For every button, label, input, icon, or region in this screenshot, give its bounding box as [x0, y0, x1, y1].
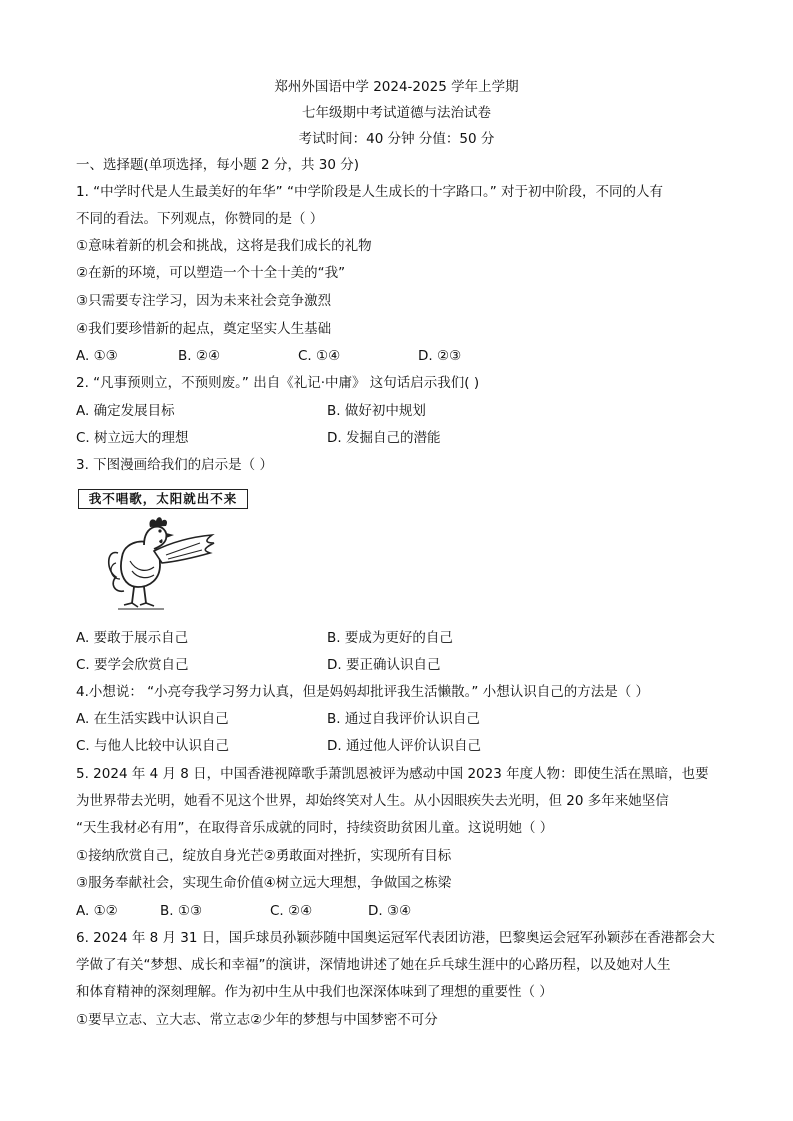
q4-option-d: D. 通过他人评价认识自己	[327, 738, 481, 754]
q3-stem: 3. 下图漫画给我们的启示是（ ）	[76, 457, 273, 473]
q2-option-b: B. 做好初中规划	[327, 403, 426, 419]
q5-stem-line2: 为世界带去光明，她看不见这个世界，却始终笑对人生。从小因眼疾失去光明，但 20 多年来她坚信	[76, 793, 669, 809]
q3-cartoon	[78, 489, 250, 617]
q4-option-b: B. 通过自我评价认识自己	[327, 711, 480, 727]
q1-stem-line1: 1. “中学时代是人生最美好的年华” “中学阶段是人生成长的十字路口。” 对于初中阶段，不同的人有	[76, 184, 663, 200]
q5-option-a: A. ①②	[76, 903, 118, 919]
q1-option-d: D. ②③	[418, 348, 462, 364]
q1-item: ④我们要珍惜新的起点，奠定坚实人生基础	[76, 321, 332, 337]
q3-option-a: A. 要敢于展示自己	[76, 630, 189, 646]
q4-option-a: A. 在生活实践中认识自己	[76, 711, 229, 727]
q3-option-c: C. 要学会欣赏自己	[76, 657, 189, 673]
q1-item: ③只需要专注学习，因为未来社会竞争激烈	[76, 293, 332, 309]
q5-option-c: C. ②④	[270, 903, 313, 919]
q2-stem: 2. “凡事预则立，不预则废。” 出自《礼记·中庸》 这句话启示我们( )	[76, 375, 480, 391]
q2-option-c: C. 树立远大的理想	[76, 430, 189, 446]
q3-option-b: B. 要成为更好的自己	[327, 630, 453, 646]
q2-option-a: A. 确定发展目标	[76, 403, 175, 419]
cartoon-caption: 我不唱歌，太阳就出不来	[78, 489, 248, 509]
q1-option-b: B. ②④	[178, 348, 221, 364]
q5-stem-line3: “天生我材必有用”，在取得音乐成就的同时，持续资助贫困儿童。这说明她（ ）	[76, 820, 554, 836]
q5-option-b: B. ①③	[160, 903, 203, 919]
rooster-icon	[104, 513, 219, 613]
q2-option-d: D. 发掘自己的潜能	[327, 430, 441, 446]
section-heading: 一、选择题(单项选择，每小题 2 分，共 30 分)	[76, 157, 359, 173]
q1-item: ①意味着新的机会和挑战，这将是我们成长的礼物	[76, 238, 372, 254]
q5-option-d: D. ③④	[368, 903, 412, 919]
q6-stem-line1: 6. 2024 年 8 月 31 日，国乒球员孙颖莎随中国奥运冠军代表团访港，巴黎奥运会冠军孙颖莎在香港都会大	[76, 930, 715, 946]
exam-info: 考试时间：40 分钟 分值：50 分	[298, 131, 495, 147]
q1-stem-line2: 不同的看法。下列观点，你赞同的是（ ）	[76, 211, 324, 227]
q1-option-a: A. ①③	[76, 348, 118, 364]
q1-item: ②在新的环境，可以塑造一个十全十美的“我”	[76, 265, 346, 281]
q5-stem-line1: 5. 2024 年 4 月 8 日，中国香港视障歌手萧凯恩被评为感动中国 2023 年度人物：即使生活在黑暗，也要	[76, 766, 709, 782]
q5-item: ①接纳欣赏自己，绽放自身光芒②勇敢面对挫折，实现所有目标	[76, 848, 452, 864]
exam-subtitle: 七年级期中考试道德与法治试卷	[302, 105, 491, 121]
q6-stem-line3: 和体育精神的深刻理解。作为初中生从中我们也深深体味到了理想的重要性（ ）	[76, 984, 553, 1000]
q1-option-c: C. ①④	[298, 348, 341, 364]
exam-title: 郑州外国语中学 2024-2025 学年上学期	[274, 79, 519, 95]
q6-item: ①要早立志、立大志、常立志②少年的梦想与中国梦密不可分	[76, 1012, 438, 1028]
q6-stem-line2: 学做了有关“梦想、成长和幸福”的演讲，深情地讲述了她在乒乓球生涯中的心路历程，以及她对人生	[76, 957, 671, 973]
q3-option-d: D. 要正确认识自己	[327, 657, 441, 673]
q4-stem: 4.小想说： “小亮夸我学习努力认真，但是妈妈却批评我生活懒散。” 小想认识自己的方法是（ ）	[76, 684, 649, 700]
q5-item: ③服务奉献社会，实现生命价值④树立远大理想，争做国之栋梁	[76, 875, 452, 891]
q4-option-c: C. 与他人比较中认识自己	[76, 738, 230, 754]
